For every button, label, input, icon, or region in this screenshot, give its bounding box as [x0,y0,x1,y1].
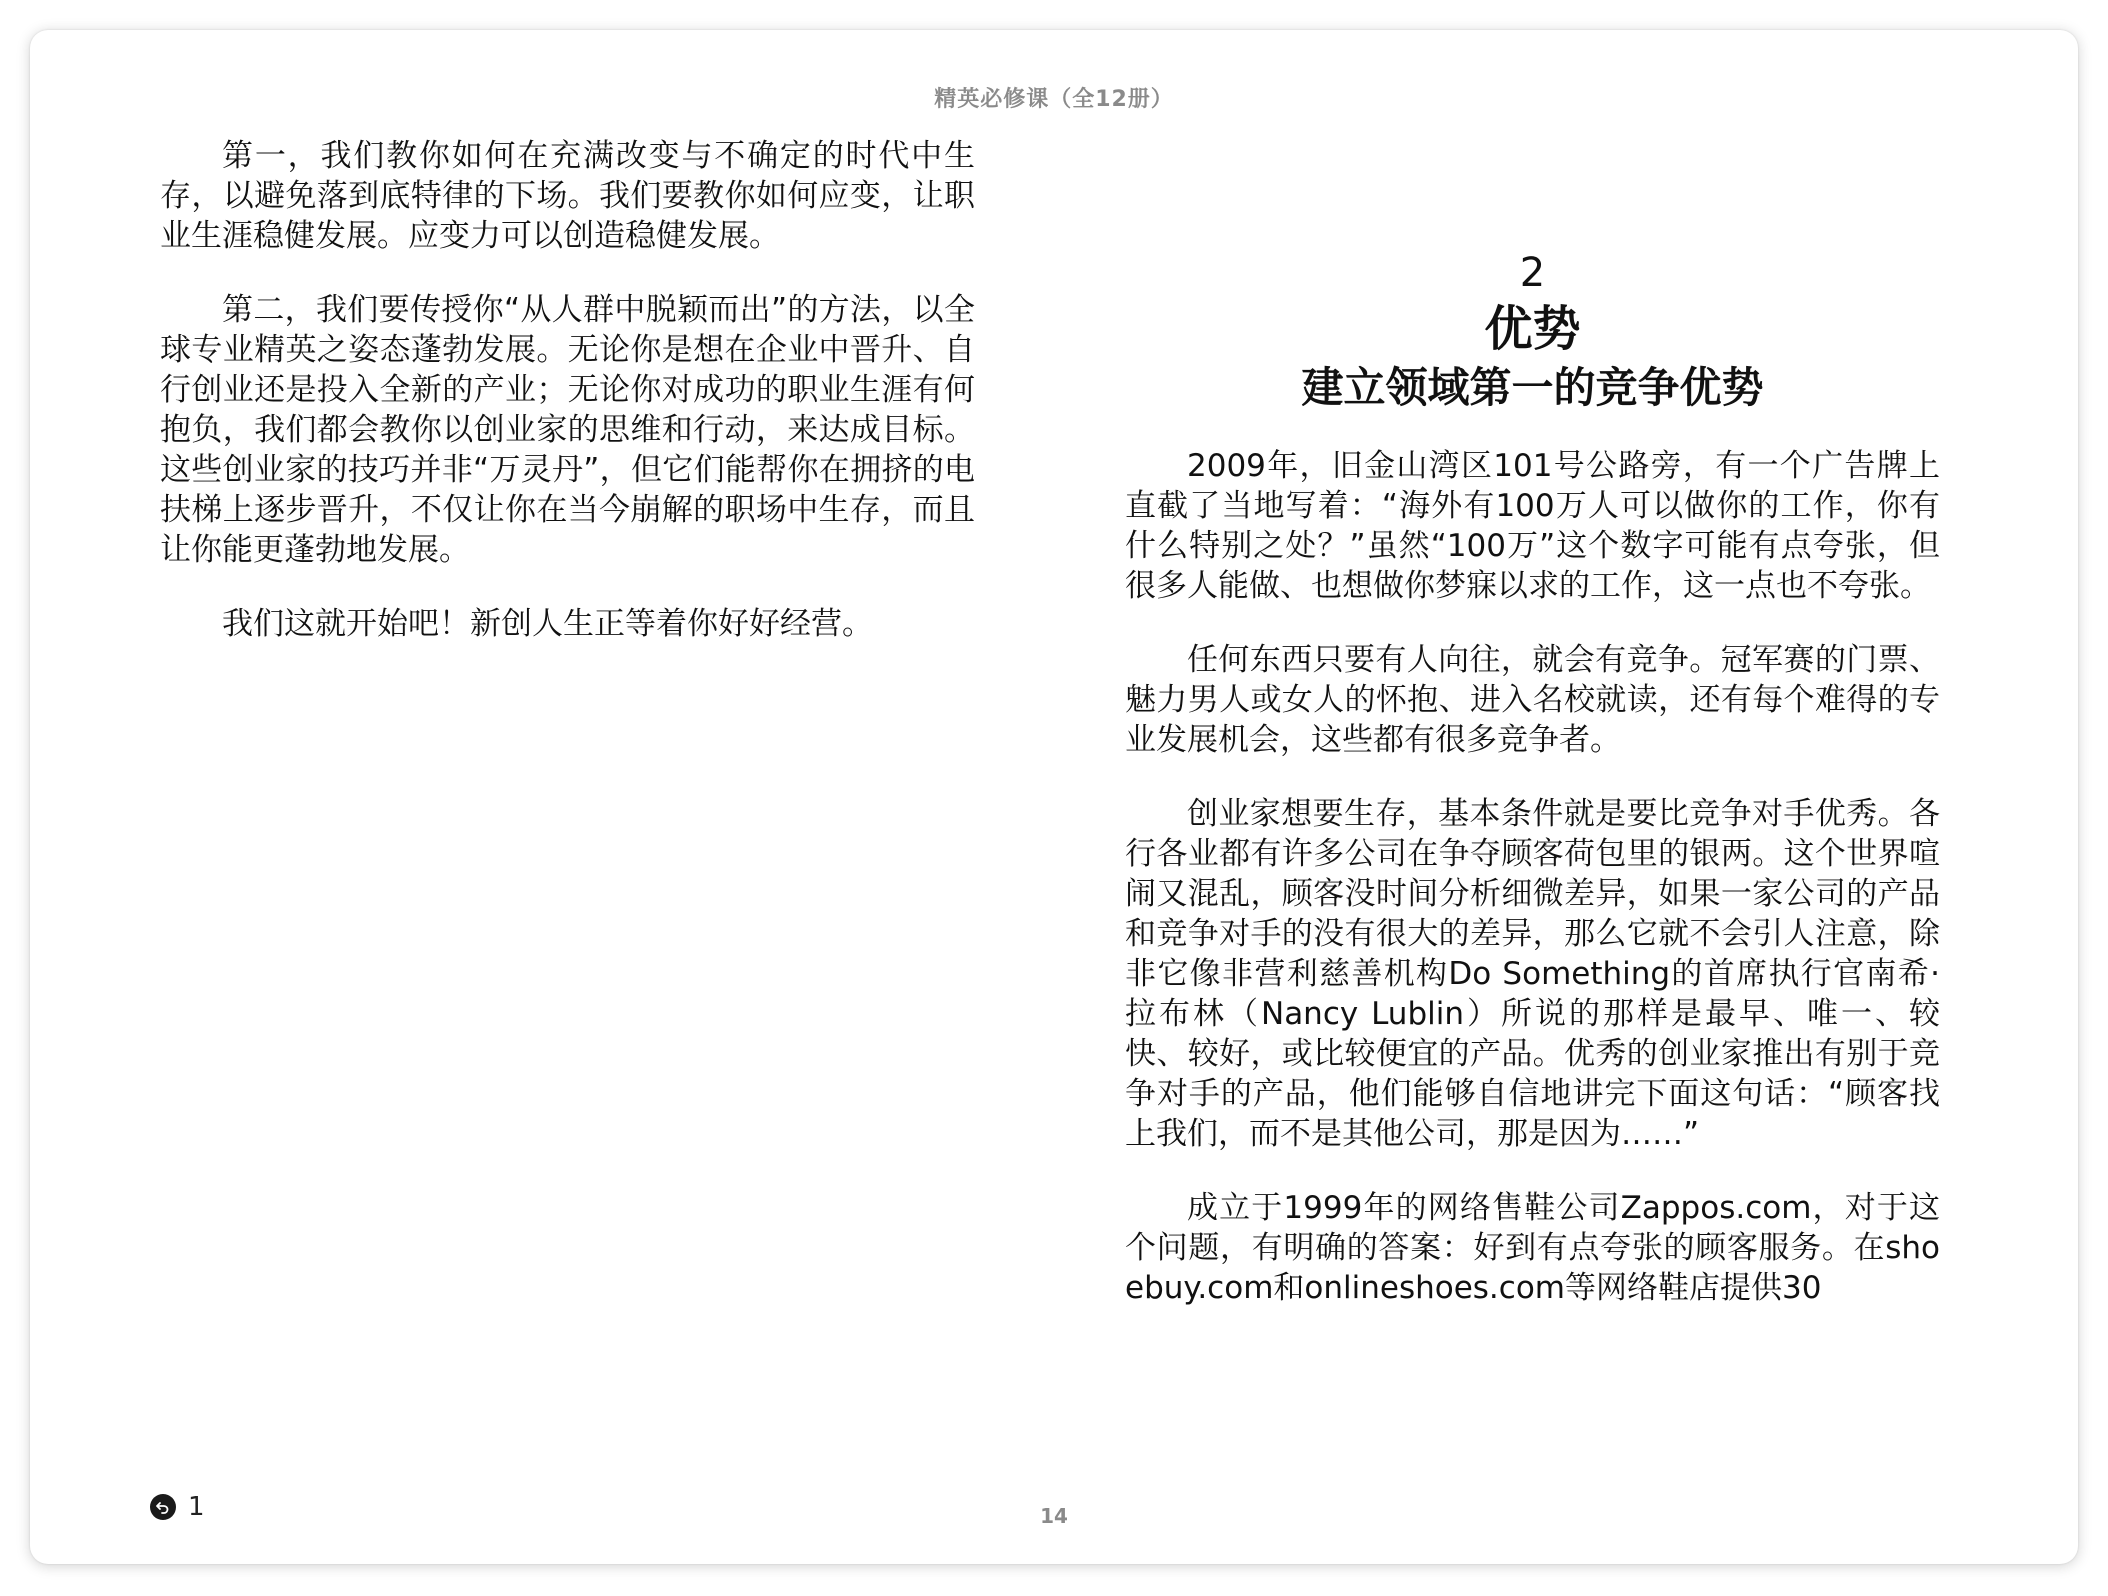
paragraph: 创业家想要生存，基本条件就是要比竞争对手优秀。各行各业都有许多公司在争夺顾客荷包里的银两。这个世界喧闹又混乱，顾客没时间分析细微差异，如果一家公司的产品和竞争对手的没有很大的差异，那么它就不会引人注意，除非它像非营利慈善机构Do Something的首席执行官南希·拉布林（Nancy Lublin）所说的那样是最早、唯一、较快、较好，或比较便宜的产品。优秀的创业家推出有别于竞争对手的产品，他们能够自信地讲完下面这句话：“顾客找上我们，而不是其他公司，那是因为……” [1125,796,1940,1152]
paragraph: 2009年，旧金山湾区101号公路旁，有一个广告牌上直截了当地写着：“海外有100万人可以做你的工作，你有什么特别之处？”虽然“100万”这个数字可能有点夸张，但很多人能做、也想做你梦寐以求的工作，这一点也不夸张。 [1125,448,1940,604]
paragraph: 我们这就开始吧！新创人生正等着你好好经营。 [222,606,873,642]
left-page-text [160,136,975,678]
chapter-number: 2 [1519,250,1546,296]
back-count: 1 [188,1492,205,1522]
book-title: 精英必修课（全12册） [934,87,1174,112]
right-page-text [1125,248,1940,1342]
chapter-name: 优势 [1484,301,1581,357]
paragraph: 第一，我们教你如何在充满改变与不确定的时代中生存，以避免落到底特律的下场。我们要教你如何应变，让职业生涯稳健发展。应变力可以创造稳健发展。 [160,138,975,254]
book-page-spread [30,30,2078,1564]
page-number: 14 [1040,1504,1068,1528]
paragraph: 成立于1999年的网络售鞋公司Zappos.com，对于这个问题，有明确的答案：好到有点夸张的顾客服务。在shoebuy.com和onlineshoes.com等网络鞋店提供30 [1125,1190,1940,1306]
paragraph: 第二，我们要传授你“从人群中脱颖而出”的方法，以全球专业精英之姿态蓬勃发展。无论你是想在企业中晋升、自行创业还是投入全新的产业；无论你对成功的职业生涯有何抱负，我们都会教你以创业家的思维和行动，来达成目标。这些创业家的技巧并非“万灵丹”，但它们能帮你在拥挤的电扶梯上逐步晋升，不仅让你在当今崩解的职场中生存，而且让你能更蓬勃地发展。 [160,292,975,568]
chapter-subtitle: 建立领域第一的竞争优势 [1301,363,1764,412]
paragraph: 任何东西只要有人向往，就会有竞争。冠军赛的门票、魅力男人或女人的怀抱、进入名校就读，还有每个难得的专业发展机会，这些都有很多竞争者。 [1125,642,1940,758]
